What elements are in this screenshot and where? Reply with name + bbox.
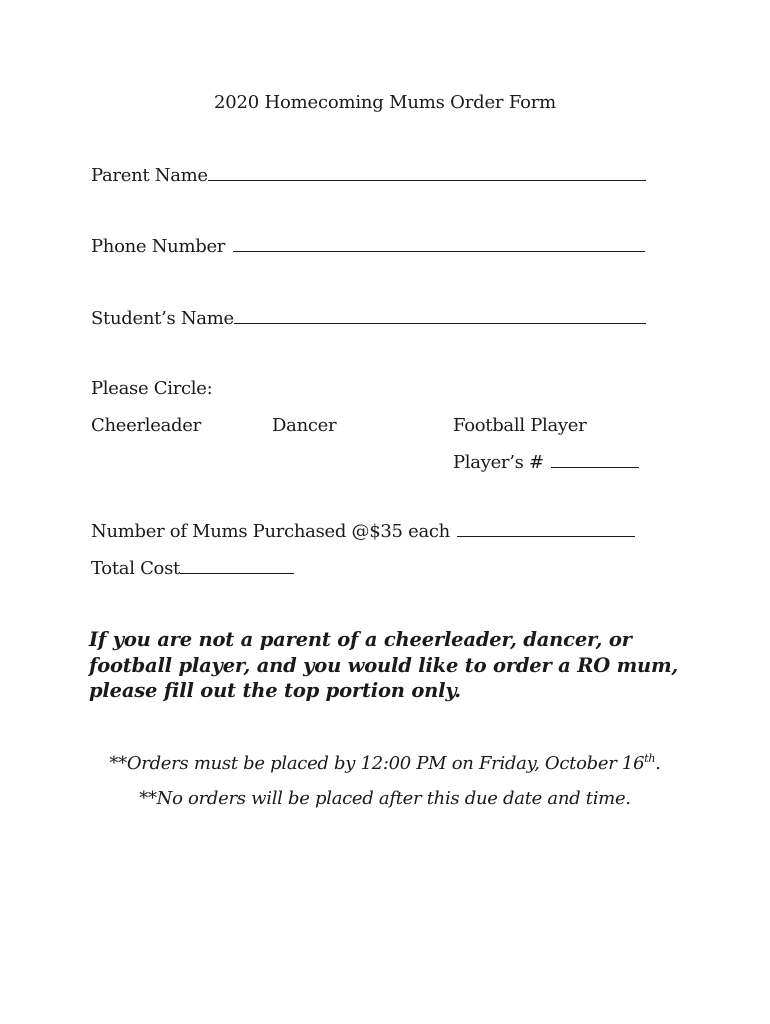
total-cost-label: Total Cost bbox=[91, 558, 180, 579]
phone-number-field[interactable] bbox=[233, 236, 645, 252]
phone-number-label: Phone Number bbox=[91, 236, 226, 257]
parent-name-field[interactable] bbox=[208, 165, 646, 181]
player-number-field[interactable] bbox=[551, 452, 639, 468]
total-cost-row bbox=[91, 558, 294, 579]
deadline-note-ordinal: th bbox=[644, 752, 656, 765]
please-circle-label: Please Circle: bbox=[91, 378, 213, 399]
player-number-row bbox=[453, 452, 639, 473]
deadline-note bbox=[0, 752, 770, 774]
player-number-label: Player’s # bbox=[453, 452, 544, 473]
option-dancer[interactable]: Dancer bbox=[272, 415, 337, 436]
option-football-player[interactable]: Football Player bbox=[453, 415, 587, 436]
deadline-note-text: **Orders must be placed by 12:00 PM on Friday, October 16 bbox=[109, 753, 645, 774]
parent-name-row bbox=[91, 165, 646, 186]
deadline-note-period: . bbox=[655, 753, 661, 774]
parent-name-label: Parent Name bbox=[91, 165, 208, 186]
phone-number-row bbox=[91, 236, 645, 257]
student-name-field[interactable] bbox=[234, 308, 646, 324]
student-name-label: Student’s Name bbox=[91, 308, 234, 329]
mums-purchased-field[interactable] bbox=[457, 521, 635, 537]
mums-purchased-row bbox=[91, 521, 635, 542]
option-cheerleader[interactable]: Cheerleader bbox=[91, 415, 201, 436]
form-title: 2020 Homecoming Mums Order Form bbox=[213, 92, 557, 113]
non-parent-notice: If you are not a parent of a cheerleader, dancer, or football player, and you would like to order a RO mum, please fill out the top portion only. bbox=[89, 628, 679, 702]
no-late-orders-note: **No orders will be placed after this due date and time. bbox=[139, 788, 631, 809]
mums-purchased-label: Number of Mums Purchased @$35 each bbox=[91, 521, 450, 542]
student-name-row bbox=[91, 308, 646, 329]
total-cost-field[interactable] bbox=[180, 558, 294, 574]
